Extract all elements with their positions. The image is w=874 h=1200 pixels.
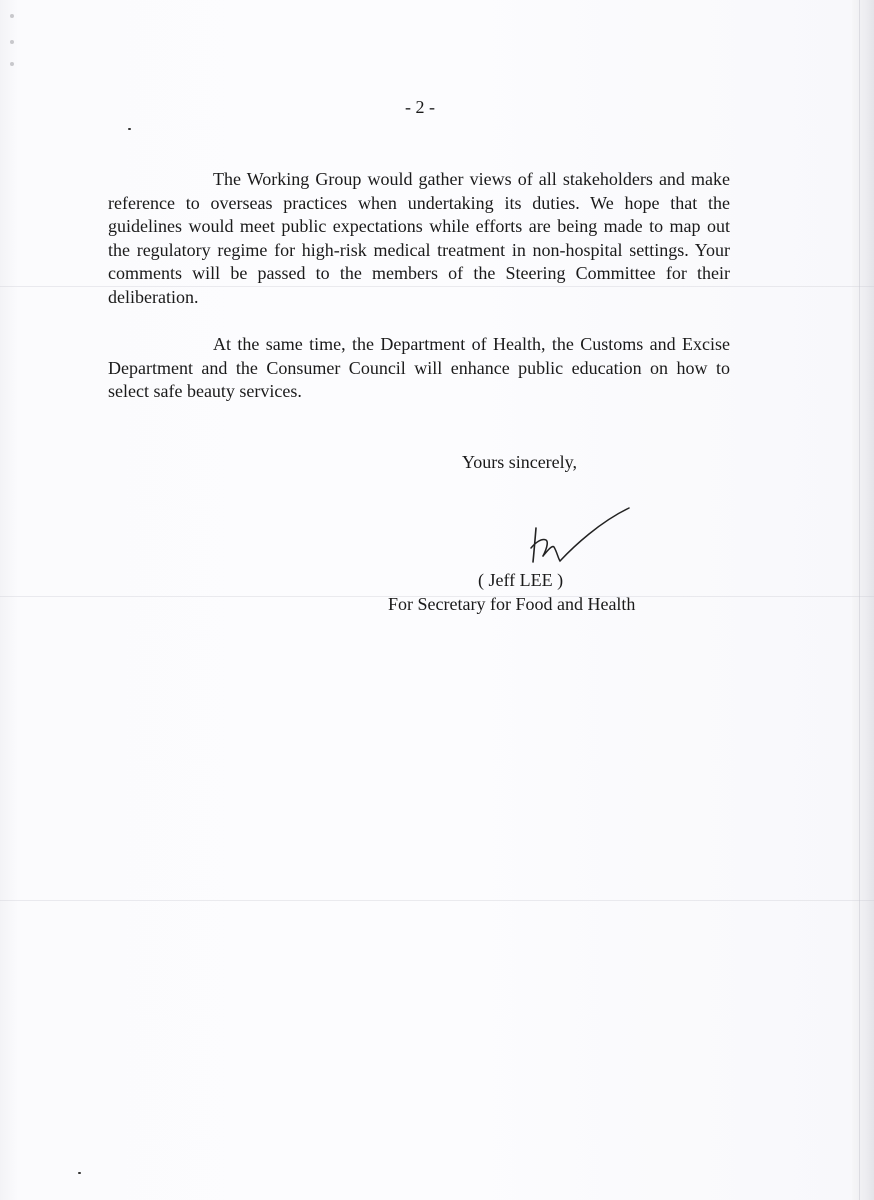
signer-name: ( Jeff LEE ) [478,570,564,590]
fold-line [0,900,874,901]
scan-mark [10,40,14,44]
scan-mark [10,62,14,66]
stray-dot [128,128,131,130]
body-paragraph: The Working Group would gather views of all stakeholders and make reference to overseas practices when undertaking its duties. We hope that the guidelines would meet public expectations while efforts are being made to map out the regulatory regime for high-risk medical treatment in non-hospital settings. Your comments will be passed to the members of the Steering Committee for their deliberation. [108,169,730,307]
body-paragraph: At the same time, the Department of Health, the Customs and Excise Department and the Consumer Council will enhance public education on how to select safe beauty services. [108,334,730,402]
page-number: - 2 - [405,97,435,117]
stray-dot [78,1172,81,1174]
closing-salutation: Yours sincerely, [462,452,577,472]
page-edge-shadow [852,0,874,1200]
scan-mark [10,14,14,18]
handwritten-signature [522,500,637,570]
signer-title: For Secretary for Food and Health [388,594,636,614]
page-edge-line [859,0,860,1200]
